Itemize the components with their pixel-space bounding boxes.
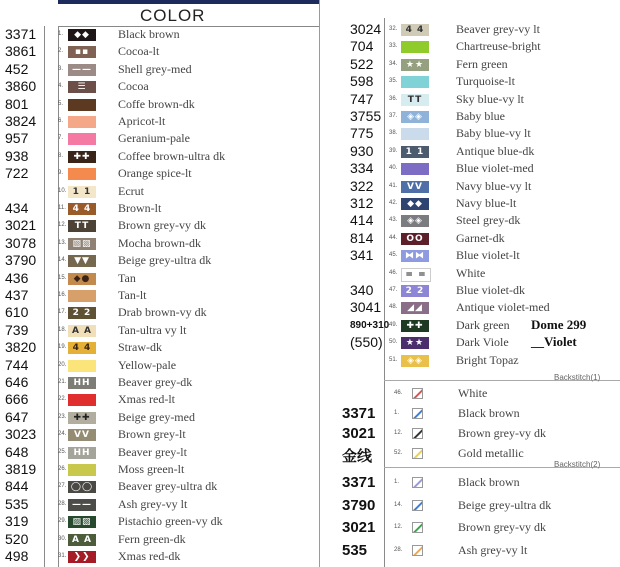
dmc-code: 704 [350,38,374,55]
backstitch-swatch [412,388,423,399]
color-swatch: ★★ [401,337,429,349]
dmc-code: 3021 [5,217,37,234]
color-swatch: ▧▧ [68,238,96,250]
dmc-code: 535 [5,495,29,512]
dmc-code: 775 [350,125,374,142]
color-swatch: 1 1 [401,146,429,158]
dmc-code: 3024 [350,21,382,37]
color-name: Dark Viole [456,335,509,350]
color-swatch: TT [401,94,429,106]
color-swatch: —— [68,499,96,511]
row-number: 33. [389,43,398,50]
dmc-code: 666 [5,391,29,408]
dmc-code: 814 [350,229,374,246]
color-name: Drab brown-vy dk [118,305,207,320]
color-name: Black brown [118,27,180,41]
handwritten-note-dome: Dome 299 [531,317,587,332]
row-number: 12. [58,222,67,229]
handwritten-note-violet: __Violet [531,334,577,349]
row-number: 45. [389,252,398,259]
dmc-code: 3824 [5,113,37,129]
color-swatch: ◢◢ [401,302,429,314]
color-name: Dark green [456,317,510,332]
color-swatch [68,133,96,145]
row-number: 43. [389,217,398,224]
color-name: Beige grey-ultra dk [458,497,552,512]
row-number: 42. [389,200,398,206]
color-name: Ecrut [118,183,144,198]
color-swatch: ◆◆ [68,29,96,41]
column-divider [44,26,45,567]
color-name: Moss green-lt [118,462,185,476]
row-number: 47. [389,287,398,293]
color-swatch: A A [68,534,96,546]
row-number: 34. [389,60,398,67]
color-name: White [456,265,486,280]
row-number: 51. [389,356,398,363]
color-name: Baby blue [456,109,505,123]
dmc-code: 3371 [342,474,376,491]
dmc-code: 498 [5,548,29,564]
row-number: 28. [58,500,67,507]
row-number: 28. [394,546,403,553]
color-name: Antique violet-med [456,300,550,315]
row-number: 41. [389,182,398,189]
row-number: 1. [58,31,64,37]
color-swatch: 2 2 [401,285,429,297]
color-swatch: ◈◈ [401,355,429,367]
dmc-code: 3755 [350,108,382,124]
dmc-code: 938 [5,147,29,164]
row-number: 36. [389,95,398,102]
color-swatch: ⧓⧓ [401,250,429,262]
dmc-code: 520 [5,530,29,547]
row-number: 25. [58,448,67,455]
color-name: Beaver grey-ultra dk [118,479,218,494]
dmc-code: 747 [350,90,374,107]
color-name: Xmas red-lt [118,392,175,407]
row-number: 38. [389,130,398,137]
dmc-code: 3371 [5,26,37,42]
dmc-code: 598 [350,73,374,90]
row-number: 21. [58,379,67,385]
row-number: 40. [389,165,398,172]
color-name: White [458,386,488,400]
row-number: 48. [389,304,398,311]
row-number: 14. [58,257,67,264]
row-number: 29. [58,518,67,525]
color-swatch: ✚✚ [68,412,96,424]
dmc-code: 3819 [5,461,37,477]
color-name: Garnet-dk [456,230,505,245]
color-swatch: 4 4 [68,342,96,354]
color-name: Shell grey-med [118,61,192,76]
dmc-code: 3790 [342,496,376,514]
color-name: Geranium-pale [118,131,190,146]
color-swatch: 4 4 [68,203,96,215]
color-swatch [68,464,96,476]
row-number: 30. [58,535,67,542]
color-name: Brown grey-vy dk [458,426,546,440]
dmc-code: 722 [5,165,29,182]
color-name: Xmas red-dk [118,549,181,563]
row-number: 1. [394,479,400,485]
color-swatch [401,41,429,53]
color-swatch: ✚✚ [401,320,429,332]
color-swatch: 2 2 [68,307,96,319]
dmc-code: 437 [5,287,29,303]
color-name: Ash grey-vy lt [118,496,188,511]
dmc-code: 610 [5,304,29,321]
row-number: 1. [394,410,400,416]
color-name: Blue violet-dk [456,283,525,297]
color-swatch [401,76,429,88]
color-swatch: HH [68,377,96,389]
backstitch-swatch [412,408,423,419]
color-name: Sky blue-vy lt [456,91,524,106]
row-number: 16. [58,292,67,298]
color-swatch: ☰ [68,81,96,93]
color-name: Tan-lt [118,288,147,302]
row-number: 22. [58,396,67,403]
color-swatch: ❯❯ [68,551,96,563]
dmc-code: 340 [350,282,374,298]
color-name: Black brown [458,406,520,420]
row-number: 11. [58,205,66,211]
color-name: Tan-ultra vy lt [118,322,187,337]
color-name: Ash grey-vy lt [458,542,528,557]
color-swatch: ▪▪ [68,46,96,58]
row-number: 44. [389,234,398,241]
dmc-code: 957 [5,130,29,147]
color-name: Fern green [456,56,508,71]
dmc-code: 3820 [5,339,37,356]
dmc-code: 312 [350,195,374,211]
dmc-code: 436 [5,269,29,286]
color-swatch: ◆◆ [401,198,429,210]
color-name: Beaver grey-lt [118,444,187,459]
dmc-code: 3021 [342,425,376,442]
row-number: 46. [394,390,403,396]
color-name: Brown grey-lt [118,427,186,442]
dmc-code: 3041 [350,299,382,316]
color-name: Baby blue-vy lt [456,126,531,141]
dmc-code: 434 [5,200,29,216]
color-swatch: A A [68,325,96,337]
dmc-code: 3790 [5,252,37,269]
backstitch-swatch [412,477,423,488]
dmc-code: 801 [5,95,29,112]
dmc-code: 334 [350,160,374,177]
dmc-code: 739 [5,321,29,338]
dmc-code: 452 [5,60,29,77]
color-name: Coffe brown-dk [118,96,195,111]
row-number: 46. [389,269,398,276]
color-swatch: 1 1 [68,186,96,198]
dmc-code: 535 [342,541,368,559]
color-name: Cocoa-lt [118,44,160,59]
page-title: COLOR [140,6,206,25]
dmc-code: 319 [5,513,29,530]
backstitch-swatch [412,522,423,533]
color-name: Orange spice-lt [118,166,192,181]
row-number: 18. [58,326,67,333]
backstitch-swatch [412,448,423,459]
row-number: 6. [58,118,64,124]
dmc-code: 648 [5,443,29,460]
color-name: Blue violet-lt [456,248,520,263]
row-number: 24. [58,431,67,438]
color-swatch: 4 4 [401,24,429,36]
row-number: 3. [58,65,64,72]
dmc-code: 3861 [5,43,37,60]
color-name: Cocoa [118,79,149,94]
backstitch-swatch [412,428,423,439]
column-divider [384,18,385,567]
color-name: Brown-lt [118,201,162,215]
row-number: 32. [389,26,398,32]
row-number: 7. [58,135,64,142]
dmc-code: 414 [350,212,374,229]
row-number: 10. [58,187,67,194]
row-number: 2. [58,48,64,55]
row-number: 20. [58,361,67,368]
color-name: Chartreuse-bright [456,39,541,54]
row-number: 15. [58,274,67,281]
row-number: 52. [394,450,403,456]
dmc-code: 646 [5,374,29,390]
dmc-code: 930 [350,142,374,159]
row-number: 35. [389,78,398,85]
color-swatch: ★★ [401,59,429,71]
color-name: Gold metallic [458,446,524,460]
color-swatch [68,290,96,302]
dmc-code: 522 [350,55,374,72]
color-swatch: OO [401,233,429,245]
row-number: 14. [394,501,403,508]
row-number: 39. [389,147,398,154]
color-swatch: TT [68,220,96,232]
row-number: 17. [58,309,67,316]
row-number: 27. [58,483,67,490]
dmc-code: 3023 [5,426,37,443]
color-name: Coffee brown-ultra dk [118,148,226,163]
dmc-code: 3860 [5,78,37,95]
row-number: 49. [389,321,398,328]
color-name: Straw-dk [118,340,162,355]
color-name: Mocha brown-dk [118,235,201,250]
dmc-code: 金线 [342,448,373,465]
color-swatch: ▨▨ [68,516,96,528]
color-name: Pistachio green-vy dk [118,514,223,529]
color-swatch: = = [401,268,431,282]
top-border [58,0,319,4]
color-name: Brown grey-vy dk [118,218,206,233]
dmc-code: 3371 [342,405,376,422]
dmc-code: (550) [350,334,383,351]
color-name: Blue violet-med [456,161,534,176]
row-number: 4. [58,83,64,90]
row-number: 19. [58,344,67,351]
color-name: Navy blue-vy lt [456,178,532,193]
color-name: Tan [118,270,136,285]
dmc-code: 844 [5,478,29,495]
color-name: Beige grey-ultra dk [118,253,212,268]
color-name: Black brown [458,475,520,489]
color-name: Beaver grey-vy lt [456,22,540,36]
color-swatch [68,360,96,372]
row-number: 12. [394,430,403,436]
row-number: 23. [58,413,67,420]
color-swatch: ◈◈ [401,111,429,123]
color-name: Turquoise-lt [456,74,515,89]
color-swatch [401,128,429,140]
color-name: Navy blue-lt [456,196,517,210]
color-swatch [401,163,429,175]
color-name: Beige grey-med [118,409,195,424]
color-swatch [68,168,96,180]
row-number: 9. [58,170,64,177]
dmc-code: 3021 [342,519,376,536]
color-name: Fern green-dk [118,531,186,546]
dmc-code: 3078 [5,234,37,251]
right-color-panel [332,0,620,567]
color-swatch [68,116,96,128]
dmc-code: 890+310 [350,319,390,331]
color-name: Yellow-pale [118,357,177,372]
row-number: 8. [58,152,64,159]
dmc-code: 341 [350,247,374,264]
row-number: 31. [58,553,67,559]
color-swatch: ◆● [68,273,96,285]
row-number: 5. [58,100,64,107]
color-swatch: VV [68,429,96,441]
color-name: Brown grey-vy dk [458,520,546,534]
color-name: Antique blue-dk [456,143,535,158]
row-number: 13. [58,239,67,246]
dmc-code: 322 [350,177,374,194]
color-swatch [68,99,96,111]
color-swatch: VV [401,181,429,193]
color-swatch: ✚✚ [68,151,96,163]
color-swatch [68,394,96,406]
row-number: 37. [389,113,398,119]
color-name: Beaver grey-dk [118,375,193,389]
color-name: Bright Topaz [456,352,519,367]
backstitch-swatch [412,545,423,556]
color-swatch: ◯◯ [68,481,96,493]
color-name: Apricot-lt [118,114,166,128]
color-swatch: HH [68,447,96,459]
color-swatch: —— [68,64,96,76]
backstitch-swatch [412,500,423,511]
backstitch2-label: Backstitch(2) [554,460,601,469]
color-name: Steel grey-dk [456,213,521,228]
row-number: 12. [394,524,403,530]
color-swatch: ◈◈ [401,215,429,227]
header-divider [58,26,319,27]
row-number: 26. [58,466,67,472]
backstitch1-label: Backstitch(1) [554,373,601,382]
row-number: 50. [389,339,398,346]
dmc-code: 744 [5,356,29,373]
dmc-code: 647 [5,408,29,425]
color-swatch: ▼▼ [68,255,96,267]
